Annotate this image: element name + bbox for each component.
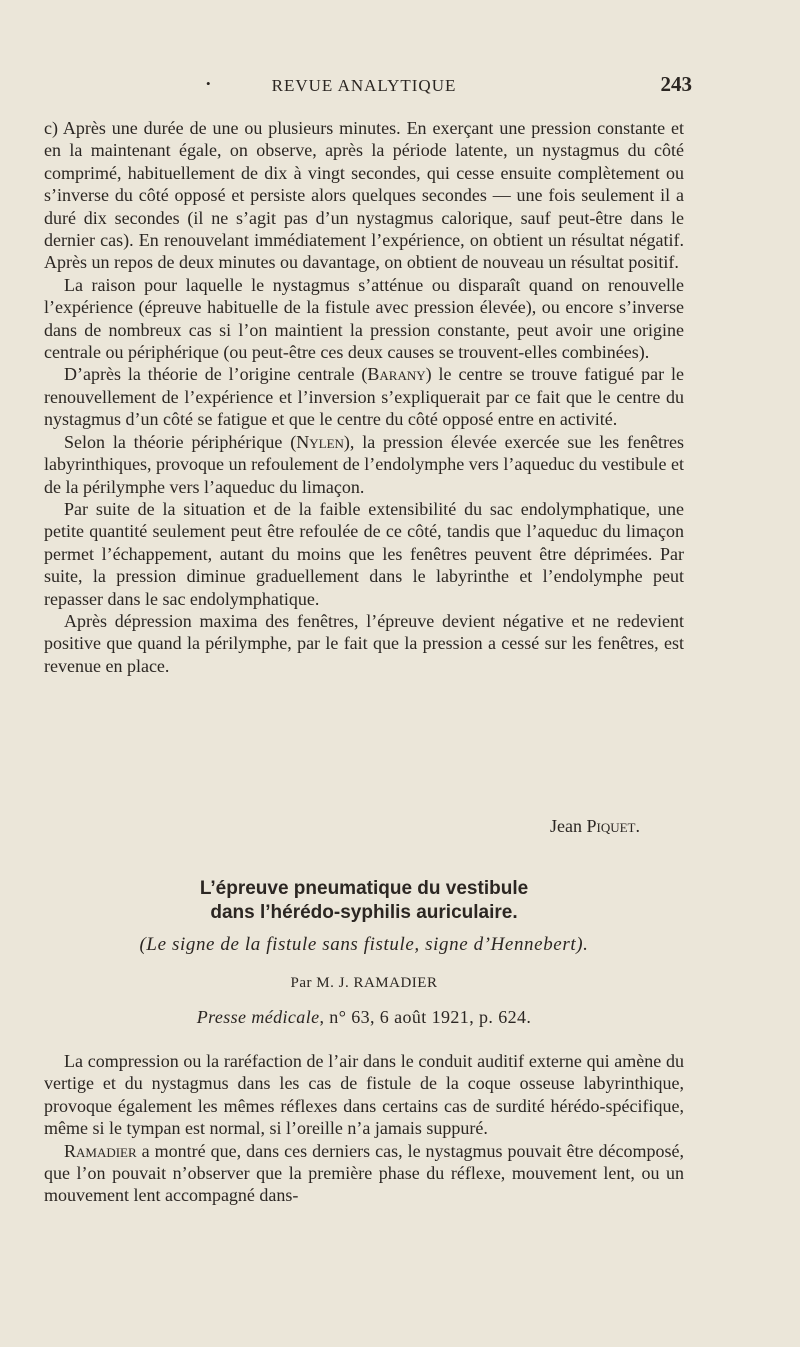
journal-name: Presse médicale <box>196 1007 320 1027</box>
paragraph: La raison pour laquelle le nystagmus s’atténue ou disparaît quand on renouvelle l’expérience (épreuve habituelle de la fistule avec pression élevée), ou encore s’inverse dans de nombreux cas si l’on maintient la pression constante, peut avoir une origine centrale ou périphérique (ou peut-être ces deux causes se trouvent-elles combinées). <box>44 274 684 363</box>
article-2-source: Presse médicale, n° 63, 6 août 1921, p. 624. <box>196 1007 532 1027</box>
title-line: L’épreuve pneumatique du vestibule <box>199 878 529 899</box>
paragraph: La compression ou la raréfaction de l’air dans le conduit auditif externe qui amène du vertige et du nystagmus dans les cas de fistule de la coque osseuse labyrinthique, provoque également les mêmes réflexes dans certains cas de surdité hérédo-spécifique, même si le tympan est normal, si l’oreille n’a jamais suppuré. <box>44 1051 684 1139</box>
title-line: dans l’hérédo-syphilis auriculaire. <box>210 902 518 923</box>
paragraph: Par suite de la situation et de la faible extensibilité du sac endolymphatique, une petite quantité seulement peut être refoulée de ce côté, tandis que l’aqueduc du limaçon permet l’échappement, autant du moins que les fenêtres peuvent être déprimées. Par suite, la pression diminue graduellement dans le labyrinthe et l’endolymphe peut repasser dans le sac endolymphatique. <box>44 498 684 609</box>
author-name: Barany <box>367 364 426 385</box>
journal-title: REVUE ANALYTIQUE <box>271 76 457 95</box>
article-1-body <box>44 117 684 677</box>
paragraph: Selon la théorie périphérique (Nylen), la pression élevée exercée sue les fenêtres labyrinthiques, provoque un refoulement de l’endolymphe vers l’aqueduc du vestibule et de la périlymphe vers l’aqueduc du limaçon. <box>44 431 685 497</box>
paragraph: Ramadier a montré que, dans ces derniers cas, le nystagmus pouvait être décomposé, que l’on pouvait n’observer que la première phase du réflexe, mouvement lent, ou un mouvement lent accompagné dans- <box>44 1140 684 1206</box>
running-header <box>44 72 692 98</box>
header-bullet: • <box>206 76 211 91</box>
paragraph: Après dépression maxima des fenêtres, l’épreuve devient négative et ne redevient positive que quand la périlymphe, par le fait que la pression a cessé sur les fenêtres, est revenue en place. <box>44 610 684 676</box>
article-2-byline: Par M. J. RAMADIER <box>290 975 438 991</box>
author-name: Ramadier <box>64 1140 137 1161</box>
paragraph: D’après la théorie de l’origine centrale (Barany) le centre se trouve fatigué par le renouvellement de l’expérience et l’inversion s’expliquerait par ce fait que le centre du nystagmus d’un côté se fatigue et que le centre du côté opposé entre en activité. <box>44 364 684 430</box>
paragraph: c) Après une durée de une ou plusieurs minutes. En exerçant une pression constante et en la maintenant égale, on observe, après la période latente, un nystagmus du côté comprimé, habituellement de dix à vingt secondes, qui cesse ensuite complètement ou s’inverse du côté opposé et persiste alors quelques secondes — une fois seulement il a duré dix secondes (il ne s’agit pas d’un nystagmus calorique, sauf peut-être dans le dernier cas). En renouvelant immédiatement l’expérience, on obtient un résultat négatif. Après un repos de deux minutes ou davantage, on obtient de nouveau un résultat positif. <box>44 118 684 273</box>
page-number: 243 <box>660 72 692 96</box>
author-name: Nylen <box>296 431 344 452</box>
article-2-title <box>44 877 684 925</box>
article-1-signature: Jean Piquet. <box>550 816 640 836</box>
article-2-body <box>44 1050 684 1207</box>
article-2-subtitle: (Le signe de la fistule sans fistule, signe d’Hennebert). <box>139 934 589 955</box>
